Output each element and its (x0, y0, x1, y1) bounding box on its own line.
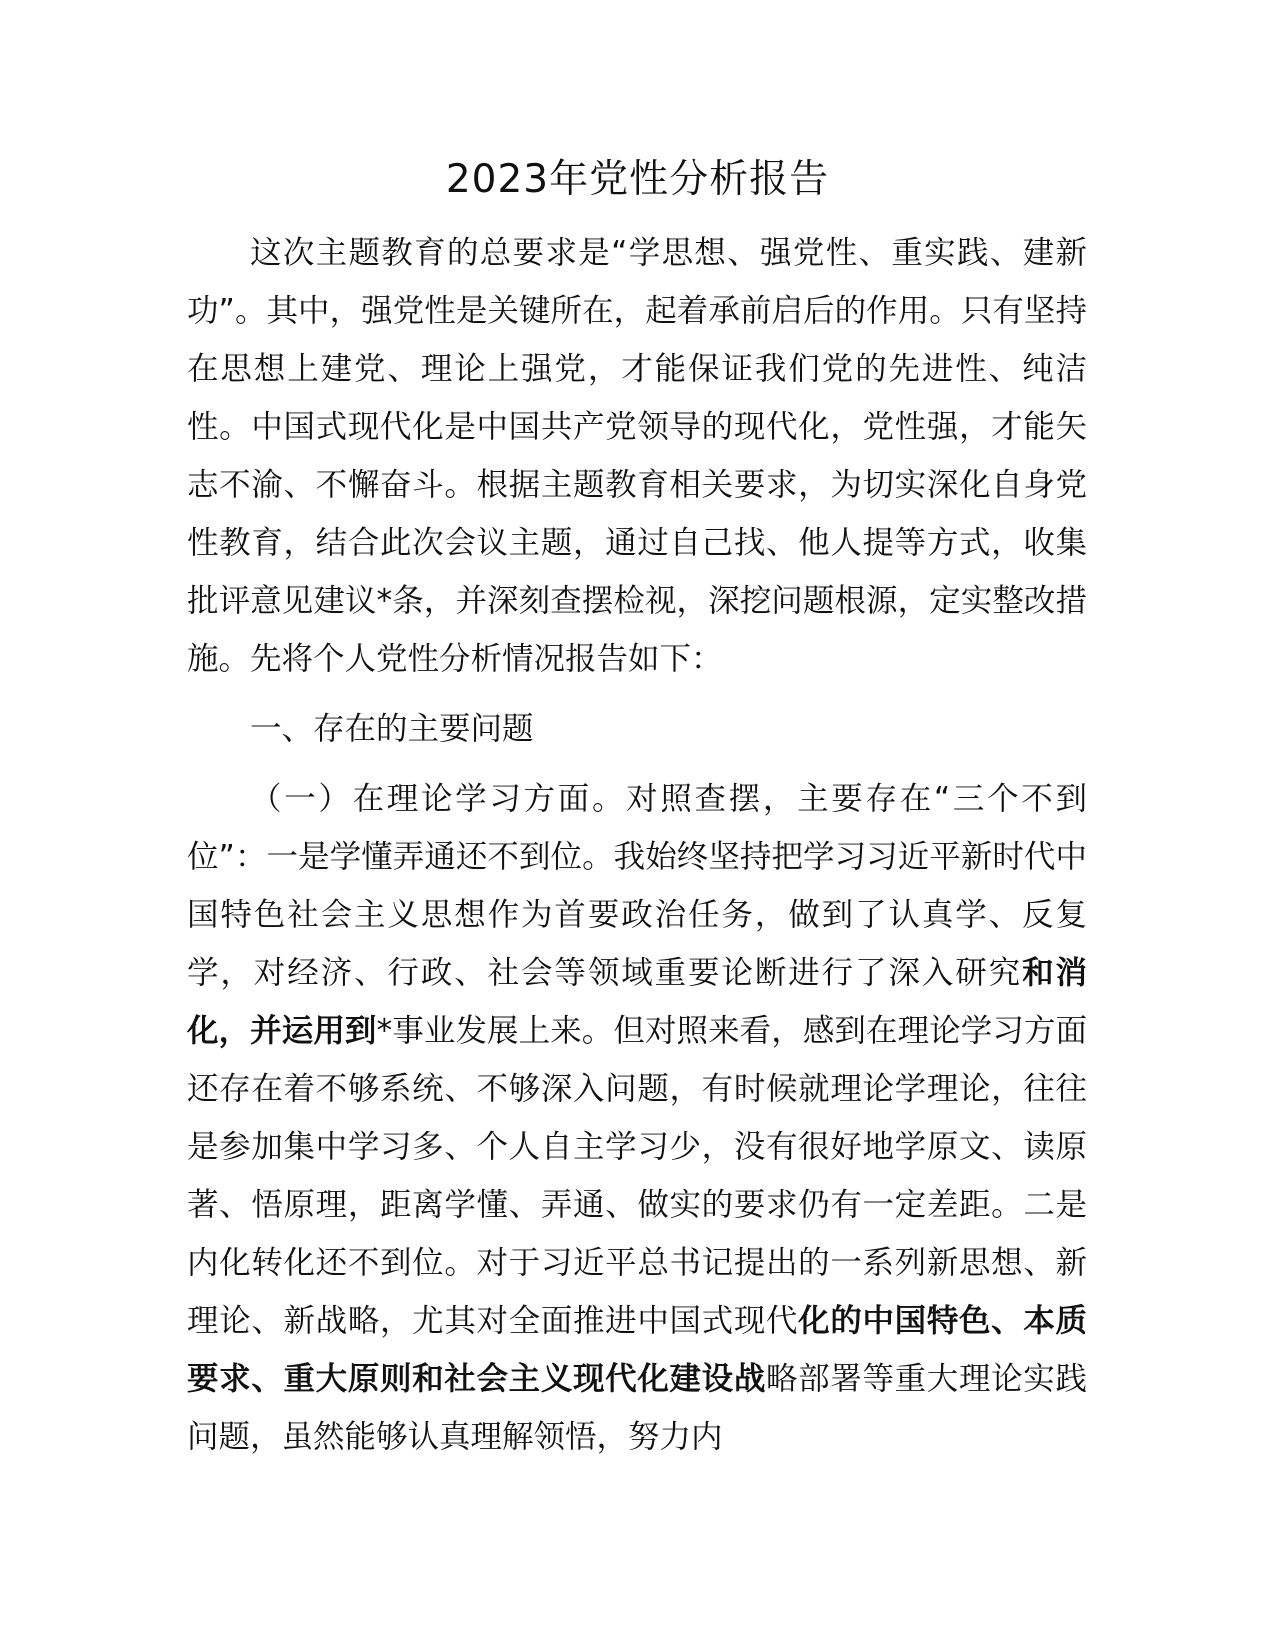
paragraph-text: （一）在理论学习方面。对照查摆，主要存在“三个不到位”：一是学懂弄通还不到位。我始终坚持把学习习近平新时代中国特色社会主义思想作为首要政治任务，做到了认真学、反复学，对经济、行政、社会等领域重要论断进行了深入研究 (187, 781, 1087, 991)
paragraph-text: 略部署等重大理论实践问题，虽然能够认真理解领悟，努力内 (187, 1361, 1087, 1455)
intro-paragraph: 这次主题教育的总要求是“学思想、强党性、重实践、建新功”。其中，强党性是关键所在，起着承前启后的作用。只有坚持在思想上建党、理论上强党，才能保证我们党的先进性、纯洁性。中国式现代化是中国共产党领导的现代化，党性强，才能矢志不渝、不懈奋斗。根据主题教育相关要求，为切实深化自身党性教育，结合此次会议主题，通过自己找、他人提等方式，收集批评意见建议*条，并深刻查摆检视，深挖问题根源，定实整改措施。先将个人党性分析情况报告如下： (187, 235, 1087, 677)
theory-study-paragraph (187, 770, 1087, 1466)
document-body (187, 224, 1087, 1466)
document-title: 2023年党性分析报告 (445, 157, 830, 202)
paragraph-text: *事业发展上来。但对照来看，感到在理论学习方面还存在着不够系统、不够深入问题，有时候就理论学理论，往往是参加集中学习多、个人自主学习少，没有很好地学原文、读原著、悟原理，距离学懂、弄通、做实的要求仍有一定差距。二是内化转化还不到位。对于习近平总书记提出的一系列新思想、新理论、新战略，尤其对全面推进中国式现代 (187, 1013, 1087, 1339)
bold-text: 和消化，并运用到 (187, 955, 1087, 1049)
bold-text: 化的中国特色、本质要求、重大原则和社会主义现代化建设战 (187, 1303, 1087, 1397)
section-heading: 一、存在的主要问题 (250, 711, 534, 747)
